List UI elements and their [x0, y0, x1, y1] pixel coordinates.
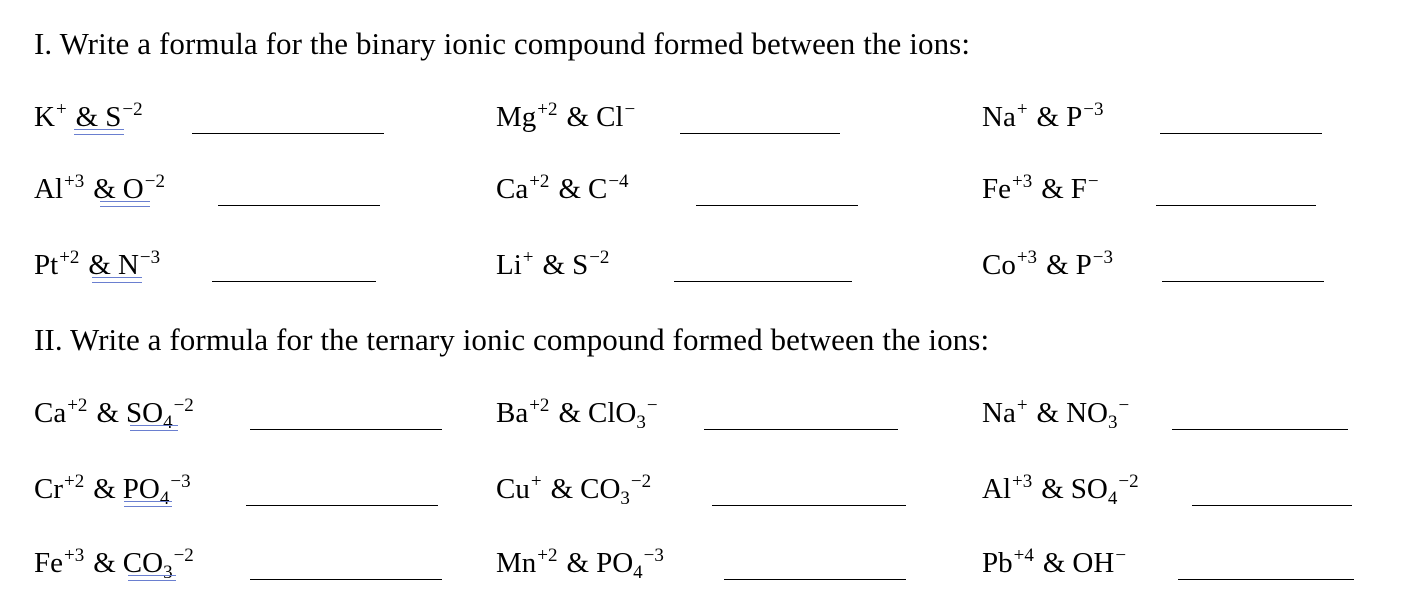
anion-symbol: S: [572, 249, 589, 281]
cation-charge: +3: [64, 545, 85, 566]
cation-charge: +2: [529, 395, 550, 416]
anion-charge: −2: [173, 395, 194, 416]
ampersand: &: [93, 473, 116, 505]
answer-blank-line[interactable]: [212, 281, 376, 282]
anion-symbol: Cl: [596, 101, 624, 133]
answer-blank-line[interactable]: [680, 133, 840, 134]
anion-charge: −: [624, 99, 636, 120]
cation-symbol: Ca: [496, 173, 529, 205]
anion-symbol: ClO: [588, 397, 637, 429]
ion-pair-item: [496, 396, 658, 434]
anion-symbol: PO: [596, 547, 634, 579]
grammar-check-underline: [130, 425, 178, 431]
ion-pair-item: [982, 172, 1099, 210]
cation-symbol: Fe: [34, 547, 63, 579]
anion-subscript: 4: [633, 562, 643, 583]
answer-blank-line[interactable]: [674, 281, 852, 282]
cation-charge: +: [522, 247, 534, 268]
cation-charge: +3: [1012, 471, 1033, 492]
anion-subscript: 4: [1107, 488, 1118, 509]
cation-symbol: Co: [982, 249, 1016, 281]
anion-charge: −: [646, 395, 658, 416]
cation-charge: +2: [64, 471, 85, 492]
cation-symbol: Pb: [982, 547, 1013, 579]
ampersand: &: [550, 473, 574, 505]
grammar-check-underline: [100, 201, 150, 207]
ampersand: &: [93, 547, 116, 579]
cation-symbol: Mn: [496, 547, 537, 579]
answer-blank-line[interactable]: [1178, 579, 1354, 580]
section-2-heading: II. Write a formula for the ternary ionic compound formed between the ions:: [34, 322, 990, 357]
answer-blank-line[interactable]: [250, 579, 442, 580]
grammar-check-underline: [124, 501, 172, 507]
anion-symbol: SO: [126, 397, 164, 429]
anion-charge: −3: [139, 247, 161, 268]
cation-charge: +: [1016, 395, 1028, 416]
cation-symbol: Ca: [34, 397, 67, 429]
cation-symbol: Na: [982, 101, 1016, 133]
cation-symbol: Na: [982, 397, 1016, 429]
cation-symbol: Mg: [496, 101, 537, 133]
anion-charge: −: [1118, 395, 1130, 416]
ion-pair-item: [496, 546, 664, 584]
ion-pair-item: [496, 172, 629, 210]
ampersand: &: [566, 547, 590, 579]
ampersand: &: [75, 101, 99, 133]
ion-pair-item: [982, 472, 1139, 510]
answer-blank-line[interactable]: [1192, 505, 1352, 506]
ampersand: &: [1041, 173, 1064, 205]
ampersand: &: [1042, 547, 1066, 579]
anion-subscript: 3: [163, 562, 173, 583]
answer-blank-line[interactable]: [1160, 133, 1322, 134]
anion-symbol: S: [105, 101, 122, 133]
cation-charge: +3: [64, 171, 85, 192]
anion-subscript: 3: [636, 412, 646, 433]
anion-subscript: 3: [1108, 412, 1118, 433]
ion-pair-item: [496, 100, 635, 138]
anion-subscript: 4: [159, 488, 170, 509]
cation-charge: +2: [537, 99, 558, 120]
answer-blank-line[interactable]: [192, 133, 384, 134]
ion-pair-item: [982, 248, 1113, 286]
ion-pair-item: [496, 472, 651, 510]
cation-symbol: Al: [34, 173, 63, 205]
cation-charge: +2: [529, 171, 550, 192]
ampersand: &: [93, 173, 116, 205]
answer-blank-line[interactable]: [250, 429, 442, 430]
cation-symbol: Ba: [496, 397, 529, 429]
anion-charge: −3: [1092, 247, 1113, 268]
anion-symbol: NO: [1066, 397, 1108, 429]
anion-symbol: CO: [580, 473, 621, 505]
ampersand: &: [1036, 397, 1060, 429]
cation-charge: +2: [67, 395, 88, 416]
anion-symbol: F: [1070, 173, 1087, 205]
ion-pair-item: [982, 546, 1126, 584]
anion-charge: −: [1115, 545, 1127, 566]
cation-charge: +: [530, 471, 542, 492]
anion-symbol: C: [588, 173, 608, 205]
cation-symbol: Cu: [496, 473, 530, 505]
anion-charge: −3: [170, 471, 191, 492]
cation-charge: +2: [59, 247, 80, 268]
anion-symbol: N: [117, 249, 139, 281]
answer-blank-line[interactable]: [724, 579, 906, 580]
grammar-check-underline: [74, 129, 124, 135]
cation-symbol: Fe: [982, 173, 1011, 205]
answer-blank-line[interactable]: [704, 429, 898, 430]
answer-blank-line[interactable]: [1162, 281, 1324, 282]
cation-symbol: Al: [982, 473, 1011, 505]
ampersand: &: [1041, 473, 1064, 505]
ion-pair-item: [496, 248, 609, 286]
cation-symbol: Li: [496, 249, 522, 281]
answer-blank-line[interactable]: [712, 505, 906, 506]
answer-blank-line[interactable]: [1156, 205, 1316, 206]
anion-symbol: OH: [1072, 547, 1115, 579]
answer-blank-line[interactable]: [218, 205, 380, 206]
cation-charge: +: [55, 99, 67, 120]
ampersand: &: [542, 249, 566, 281]
cation-charge: +2: [537, 545, 558, 566]
anion-charge: −: [1087, 171, 1099, 192]
cation-symbol: Cr: [34, 473, 63, 505]
answer-blank-line[interactable]: [246, 505, 438, 506]
answer-blank-line[interactable]: [696, 205, 858, 206]
anion-charge: −2: [589, 247, 610, 268]
anion-symbol: O: [122, 173, 144, 205]
anion-subscript: 4: [163, 412, 173, 433]
anion-charge: −4: [608, 171, 629, 192]
anion-charge: −2: [173, 545, 194, 566]
anion-symbol: P: [1066, 101, 1083, 133]
ion-pair-item: [982, 396, 1129, 434]
anion-symbol: PO: [122, 473, 160, 505]
anion-charge: −2: [1118, 471, 1139, 492]
grammar-check-underline: [128, 575, 176, 581]
ampersand: &: [1036, 101, 1060, 133]
anion-charge: −2: [144, 171, 165, 192]
ion-pair-item: [982, 100, 1103, 138]
anion-symbol: CO: [122, 547, 164, 579]
grammar-check-underline: [92, 277, 142, 283]
cation-charge: +3: [1016, 247, 1038, 268]
anion-charge: −3: [643, 545, 664, 566]
anion-charge: −2: [630, 471, 652, 492]
ampersand: &: [1046, 249, 1069, 281]
cation-charge: +: [1016, 99, 1028, 120]
cation-charge: +3: [1012, 171, 1033, 192]
anion-symbol: P: [1075, 249, 1092, 281]
cation-symbol: Pt: [34, 249, 59, 281]
section-1-heading: I. Write a formula for the binary ionic compound formed between the ions:: [34, 26, 971, 61]
ampersand: &: [558, 397, 581, 429]
anion-charge: −2: [122, 99, 143, 120]
cation-charge: +4: [1013, 545, 1034, 566]
ampersand: &: [96, 397, 119, 429]
ampersand: &: [558, 173, 581, 205]
ampersand: &: [566, 101, 590, 133]
ampersand: &: [88, 249, 111, 281]
anion-charge: −3: [1083, 99, 1104, 120]
cation-symbol: K: [34, 101, 55, 133]
anion-subscript: 3: [620, 488, 630, 509]
answer-blank-line[interactable]: [1172, 429, 1348, 430]
anion-symbol: SO: [1070, 473, 1108, 505]
